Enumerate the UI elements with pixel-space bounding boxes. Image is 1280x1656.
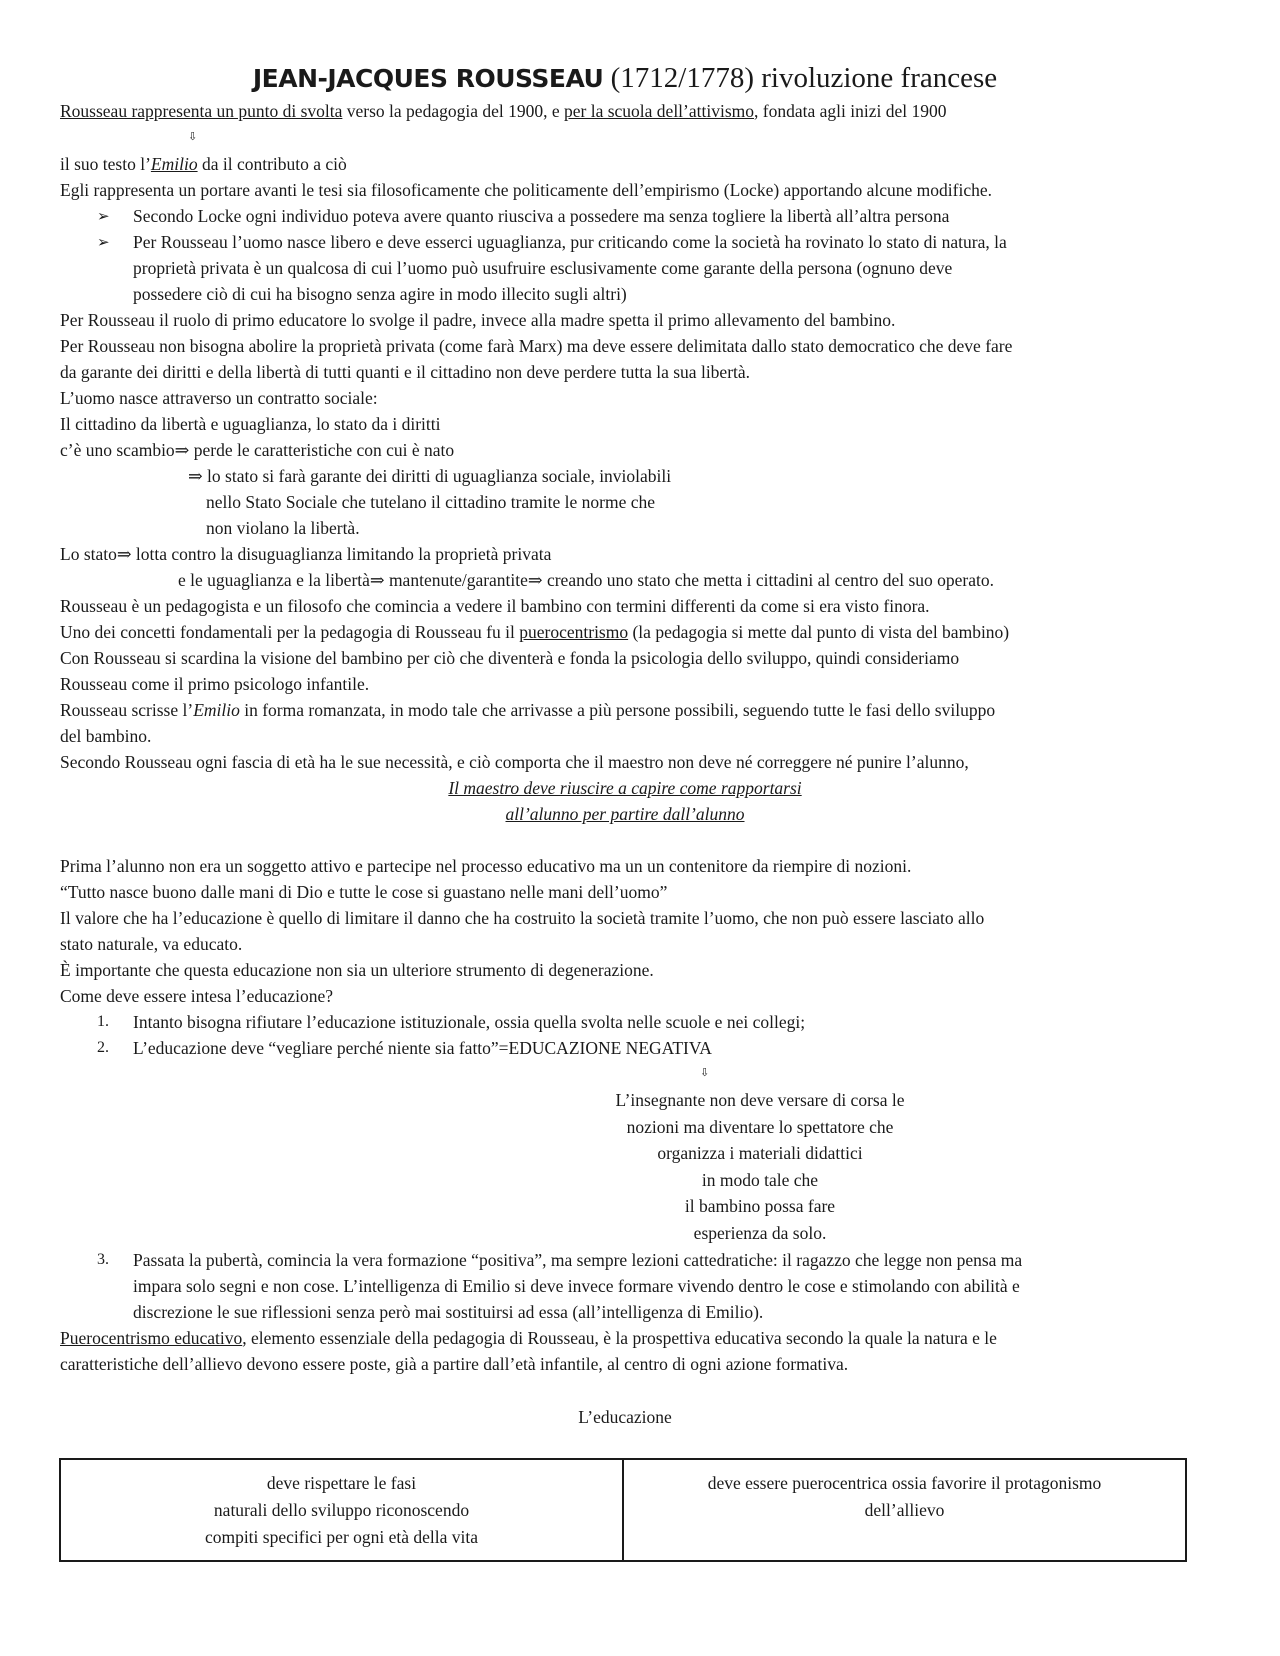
- block-line: organizza i materiali didattici: [657, 1143, 863, 1164]
- paragraph: stato naturale, va educato.: [60, 934, 243, 954]
- block-line: nozioni ma diventare lo spettatore che: [626, 1116, 894, 1137]
- bullet-item-continued: possedere ciò di cui ha bisogno senza agire in modo illecito sugli altri): [133, 284, 627, 304]
- book-title: Emilio: [150, 154, 198, 174]
- numbered-item: Intanto bisogna rifiutare l’educazione istituzionale, ossia quella svolta nelle scuole e nei collegi;: [133, 1012, 806, 1032]
- paragraph: Come deve essere intesa l’educazione?: [60, 986, 334, 1006]
- paragraph: Per Rousseau il ruolo di primo educatore lo svolge il padre, invece alla madre spetta il primo allevamento del bambino.: [60, 310, 896, 330]
- down-arrow-icon: ⇩: [700, 1066, 710, 1079]
- paragraph: Lo stato⇒ lotta contro la disuguaglianza limitando la proprietà privata: [60, 544, 552, 564]
- text-span: Rousseau scrisse l’: [60, 700, 194, 720]
- bullet-item-continued: proprietà privata è un qualcosa di cui l’uomo può usufruire esclusivamente come garante della persona (ognuno deve: [133, 258, 953, 278]
- text-span: in forma romanzata, in modo tale che arrivasse a più persone possibili, seguendo tutte le fasi dello sviluppo: [239, 700, 996, 720]
- paragraph: c’è uno scambio⇒ perde le caratteristiche con cui è nato: [60, 440, 455, 460]
- text-span: , elemento essenziale della pedagogia di Rousseau, è la prospettiva educativa secondo la quale la natura e le: [242, 1328, 997, 1348]
- title-name: JEAN-JACQUES ROUSSEAU: [252, 64, 604, 93]
- list-number: 1.: [97, 1013, 109, 1030]
- block-line: in modo tale che: [701, 1169, 819, 1190]
- paragraph: Rousseau è un pedagogista e un filosofo che comincia a vedere il bambino con termini differenti da come si era visto finora.: [60, 596, 930, 616]
- arrow-bullet-icon: ➢: [97, 233, 110, 251]
- underlined-phrase: Rousseau rappresenta un punto di svolta: [60, 101, 343, 121]
- indented-line: non violano la libertà.: [206, 518, 360, 538]
- education-table: [59, 1458, 1187, 1562]
- emilio-line: [60, 153, 347, 175]
- page-title: [0, 60, 1250, 97]
- quote-line: “Tutto nasce buono dalle mani di Dio e tutte le cose si guastano nelle mani dell’uomo”: [60, 882, 668, 902]
- numbered-item: L’educazione deve “vegliare perché niente sia fatto”=EDUCAZIONE NEGATIVA: [133, 1038, 712, 1058]
- text-span: verso la pedagogia del 1900, e: [342, 101, 564, 121]
- table-row: [60, 1459, 1186, 1561]
- paragraph: da garante dei diritti e della libertà di tutti quanti e il cittadino non deve perdere tutta la sua libertà.: [60, 362, 751, 382]
- underlined-phrase: per la scuola dell’attivismo: [564, 101, 755, 121]
- indented-line: ⇒ lo stato si farà garante dei diritti di uguaglianza sociale, inviolabili: [188, 466, 672, 486]
- numbered-item-continued: discrezione le sue riflessioni senza però mai sostituirsi ad essa (all’intelligenza di Emilio).: [133, 1302, 764, 1322]
- list-number: 3.: [97, 1251, 109, 1268]
- table-caption: L’educazione: [578, 1407, 672, 1427]
- paragraph: caratteristiche dell’allievo devono essere poste, già a partire dall’età infantile, al centro di ogni azione formativa.: [60, 1354, 849, 1374]
- arrow-bullet-icon: ➢: [97, 207, 110, 225]
- list-number: 2.: [97, 1039, 109, 1056]
- cell-text: deve rispettare le fasi naturali dello sviluppo riconoscendo compiti specifici per ogni età della vita: [204, 1473, 479, 1547]
- paragraph: L’uomo nasce attraverso un contratto sociale:: [60, 388, 378, 408]
- table-cell-left: [60, 1459, 623, 1561]
- indented-line: nello Stato Sociale che tutelano il cittadino tramite le norme che: [206, 492, 656, 512]
- paragraph: È importante che questa educazione non sia un ulteriore strumento di degenerazione.: [60, 960, 654, 980]
- bullet-item: Secondo Locke ogni individuo poteva avere quanto riusciva a possedere ma senza togliere la libertà all’altra persona: [133, 206, 950, 226]
- paragraph: Per Rousseau non bisogna abolire la proprietà privata (come farà Marx) ma deve essere delimitata dallo stato democratico che deve fare: [60, 336, 1013, 356]
- maestro-quote: all’alunno per partire dall’alunno: [505, 804, 745, 824]
- paragraph: del bambino.: [60, 726, 152, 746]
- text-span: da il contributo a ciò: [197, 154, 347, 174]
- indented-line: e le uguaglianza e la libertà⇒ mantenute/garantite⇒ creando uno stato che metta i cittadini al centro del suo operato.: [178, 570, 995, 590]
- table-cell-right: [623, 1459, 1186, 1561]
- block-line: il bambino possa fare: [684, 1196, 836, 1217]
- emilio-paragraph: [60, 699, 995, 721]
- text-span: (la pedagogia si mette dal punto di vista del bambino): [628, 622, 1010, 642]
- paragraph: Il valore che ha l’educazione è quello di limitare il danno che ha costruito la società tramite l’uomo, che non può essere lasciato allo: [60, 908, 985, 928]
- paragraph: Egli rappresenta un portare avanti le tesi sia filosoficamente che politicamente dell’empirismo (Locke) apportando alcune modifiche.: [60, 180, 993, 200]
- intro-line: [60, 100, 946, 122]
- underlined-phrase: Puerocentrismo educativo: [60, 1328, 243, 1348]
- text-span: Uno dei concetti fondamentali per la pedagogia di Rousseau fu il: [60, 622, 520, 642]
- paragraph: Con Rousseau si scardina la visione del bambino per ciò che diventerà e fonda la psicologia dello sviluppo, quindi consideriamo: [60, 648, 960, 668]
- cell-text: deve essere puerocentrica ossia favorire il protagonismo dell’allievo: [707, 1473, 1102, 1520]
- down-arrow-icon: ⇩: [188, 130, 198, 143]
- paragraph: Rousseau come il primo psicologo infantile.: [60, 674, 370, 694]
- book-title: Emilio: [193, 700, 240, 720]
- insegnante-block: [560, 1087, 960, 1247]
- paragraph: Il cittadino da libertà e uguaglianza, lo stato da i diritti: [60, 414, 441, 434]
- numbered-item: Passata la pubertà, comincia la vera formazione “positiva”, ma sempre lezioni cattedratiche: il ragazzo che legge non pensa ma: [133, 1250, 1023, 1270]
- block-line: L’insegnante non deve versare di corsa le: [615, 1090, 905, 1110]
- maestro-quote: Il maestro deve riuscire a capire come rapportarsi: [448, 778, 802, 798]
- bullet-item: Per Rousseau l’uomo nasce libero e deve esserci uguaglianza, pur criticando come la società ha rovinato lo stato di natura, la: [133, 232, 1007, 252]
- title-dates: (1712/1778) rivoluzione francese: [603, 62, 998, 94]
- paragraph: Secondo Rousseau ogni fascia di età ha le sue necessità, e ciò comporta che il maestro non deve né correggere né punire l’alunno,: [60, 752, 969, 772]
- puerocentrismo-educativo-line: [60, 1327, 997, 1349]
- block-line: esperienza da solo.: [693, 1222, 827, 1243]
- numbered-item-continued: impara solo segni e non cose. L’intelligenza di Emilio si deve invece formare vivendo dentro le cose e stimolando con abilità e: [133, 1276, 1020, 1296]
- underlined-phrase: puerocentrismo: [519, 622, 629, 642]
- text-span: il suo testo l’: [60, 154, 151, 174]
- puerocentrismo-line: [60, 621, 1009, 643]
- text-span: , fondata agli inizi del 1900: [754, 101, 947, 121]
- paragraph: Prima l’alunno non era un soggetto attivo e partecipe nel processo educativo ma un un contenitore da riempire di nozioni.: [60, 856, 912, 876]
